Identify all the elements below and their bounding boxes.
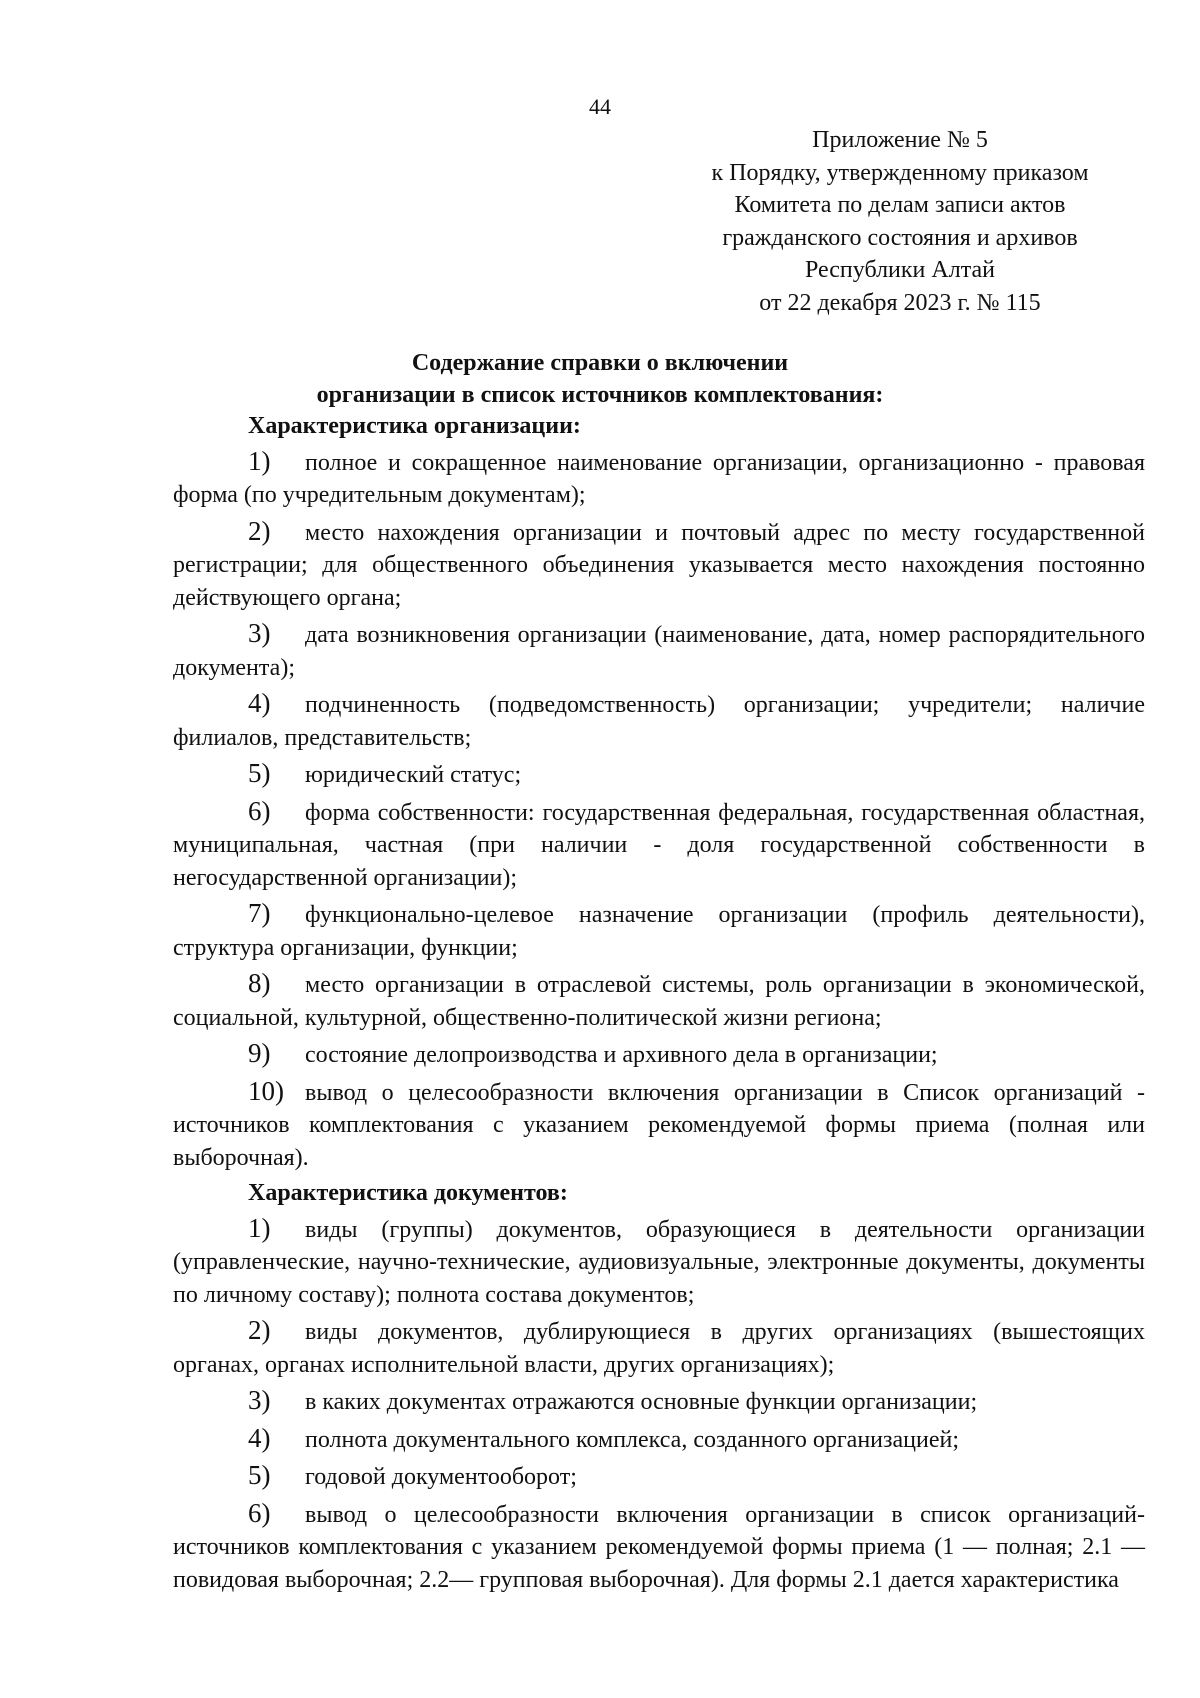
list-item (173, 1037, 1145, 1072)
item-text: дата возникновения организации (наименование, дата, номер распорядительного документа); (173, 622, 1145, 681)
page-number: 44 (589, 94, 611, 119)
appendix-line: Комитета по делам записи актов (734, 192, 1066, 218)
list-item (173, 795, 1145, 895)
section-heading-documents: Характеристика документов: (248, 1180, 568, 1206)
list-item (173, 897, 1145, 964)
item-text: юридический статус; (305, 762, 522, 788)
item-text: состояние делопроизводства и архивного дела в организации; (305, 1042, 938, 1068)
item-number: 10) (248, 1075, 284, 1106)
title-line: организации в список источников комплектования: (316, 382, 884, 408)
list-item (173, 1314, 1145, 1381)
appendix-line: Республики Алтай (805, 257, 995, 283)
document-title (0, 347, 1200, 411)
item-text: годовой документооборот; (305, 1464, 577, 1490)
item-text: вывод о целесообразности включения организации в Список организаций - источников комплектования с указанием рекомендуемой формы приема (полная или выборочная). (173, 1079, 1145, 1171)
item-number: 7) (248, 898, 271, 928)
document-body (173, 410, 1145, 1599)
item-text: форма собственности: государственная федеральная, государственная областная, муниципальная, частная (при наличии - доля государственной собственности в негосударственной организации); (173, 799, 1145, 891)
list-item (173, 1075, 1145, 1175)
item-text: место нахождения организации и почтовый адрес по месту государственной регистрации; для общественного объединения указывается место нахождения постоянно действующего органа; (173, 519, 1145, 611)
appendix-header (680, 124, 1120, 319)
list-item (173, 1497, 1145, 1597)
list-item (173, 1384, 1145, 1419)
item-text: полное и сокращенное наименование организации, организационно - правовая форма (по учредительным документам); (173, 449, 1145, 508)
list-item (173, 617, 1145, 684)
item-number: 5) (248, 1460, 271, 1490)
item-text: виды документов, дублирующиеся в других организациях (вышестоящих органах, органах исполнительной власти, других организациях); (173, 1319, 1145, 1378)
item-text: функционально-целевое назначение организации (профиль деятельности), структура организации, функции; (173, 902, 1145, 961)
item-number: 8) (248, 968, 271, 998)
list-item (173, 757, 1145, 792)
item-text: виды (группы) документов, образующиеся в деятельности организации (управленческие, научно-технические, аудиовизуальные, электронные документы, документы по личному составу); полнота состава документов; (173, 1216, 1145, 1308)
list-item (173, 1459, 1145, 1494)
item-number: 1) (248, 445, 271, 476)
appendix-line: к Порядку, утвержденному приказом (711, 159, 1089, 186)
item-text: в каких документах отражаются основные функции организации; (305, 1389, 978, 1415)
list-item (173, 445, 1145, 512)
item-number: 6) (248, 1497, 271, 1528)
item-number: 9) (248, 1038, 271, 1068)
list-item (173, 687, 1145, 754)
item-text: вывод о целесообразности включения организации в список организаций-источников комплектования с указанием рекомендуемой формы приема (1 — полная; 2.1 — повидовая выборочная; 2.2— групповая выборочная). Для формы 2.1 дается характеристика (173, 1501, 1145, 1593)
item-number: 5) (248, 758, 271, 788)
appendix-line: Приложение № 5 (812, 127, 988, 153)
item-number: 2) (248, 1315, 271, 1345)
item-number: 4) (248, 1422, 271, 1453)
item-text: место организации в отраслевой системы, роль организации в экономической, социальной, культурной, общественно-политической жизни региона; (173, 972, 1145, 1031)
appendix-line: гражданского состояния и архивов (722, 224, 1078, 251)
appendix-line: от 22 декабря 2023 г. № 115 (759, 289, 1041, 316)
item-text: полнота документального комплекса, созданного организацией; (305, 1426, 959, 1453)
list-item (173, 515, 1145, 615)
item-number: 6) (248, 795, 271, 826)
item-number: 4) (248, 688, 271, 718)
section-heading-organization: Характеристика организации: (248, 413, 581, 439)
item-number: 1) (248, 1212, 271, 1243)
item-number: 3) (248, 618, 271, 648)
title-line: Содержание справки о включении (411, 350, 789, 376)
list-item (173, 1422, 1145, 1457)
item-text: подчиненность (подведомственность) организации; учредители; наличие филиалов, представительств; (173, 692, 1145, 751)
item-number: 2) (248, 515, 271, 546)
item-number: 3) (248, 1385, 271, 1415)
list-item (173, 967, 1145, 1034)
list-item (173, 1212, 1145, 1312)
